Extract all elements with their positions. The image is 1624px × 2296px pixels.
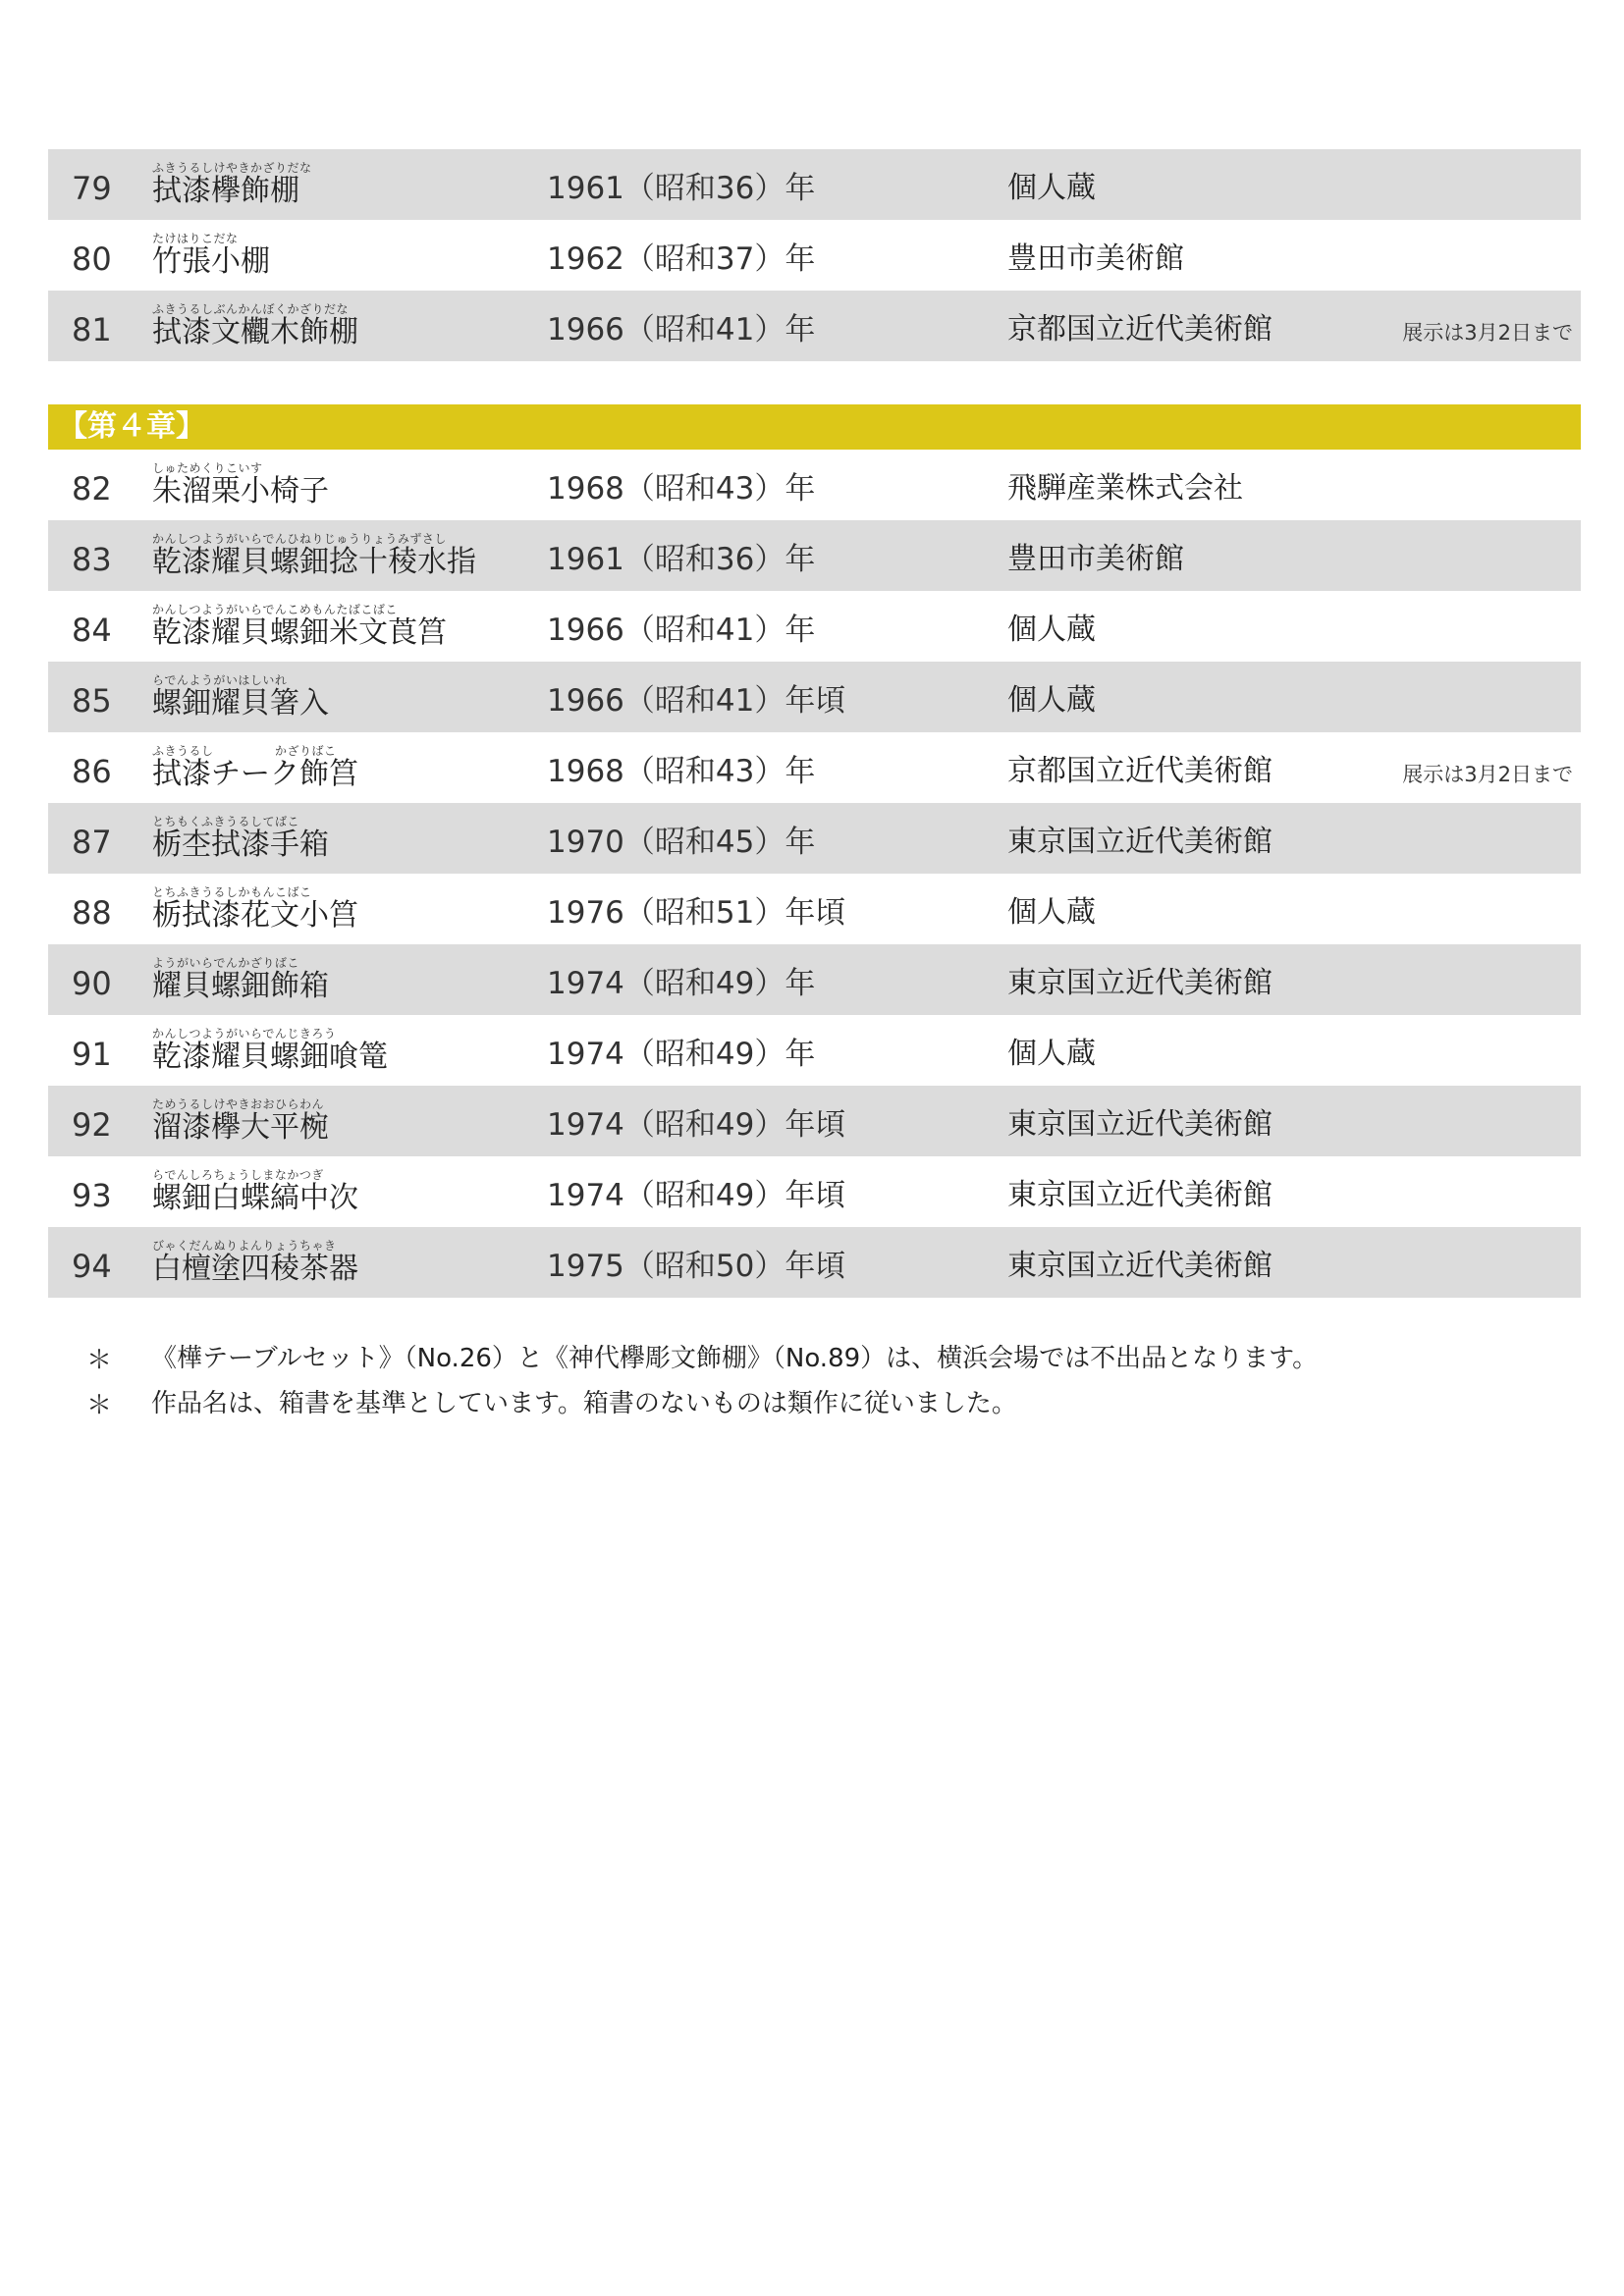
work-date: 1962（昭和37）年 (547, 241, 816, 277)
work-title-ruby: とちもくふきうるしてばこ (152, 815, 300, 828)
table-row (48, 450, 1581, 520)
work-title-ruby: らでんようがいはしいれ (152, 673, 288, 687)
work-title-ruby: らでんしろちょうしまなかつぎ (152, 1168, 324, 1182)
work-title-ruby: ふきうるしけやきかざりだな (152, 161, 312, 175)
work-title-ruby: とちふきうるしかもんこばこ (152, 885, 312, 899)
work-date: 1966（昭和41）年頃 (547, 683, 846, 719)
work-title: 螺鈿白蝶縞中次 (152, 1181, 358, 1215)
work-owner: 東京国立近代美術館 (1007, 825, 1272, 859)
work-owner: 京都国立近代美術館 (1007, 312, 1272, 347)
work-number: 83 (72, 541, 112, 578)
work-title-group (152, 461, 329, 508)
work-number: 82 (72, 470, 112, 507)
work-owner: 豊田市美術館 (1007, 241, 1184, 276)
work-date: 1974（昭和49）年頃 (547, 1107, 846, 1143)
work-date: 1975（昭和50）年頃 (547, 1249, 846, 1284)
work-title-ruby: かんしつようがいらでんじきろう (152, 1027, 337, 1041)
work-title: 竹張小棚 (152, 244, 270, 279)
footnote (86, 1341, 1559, 1386)
work-title: 乾漆耀貝螺鈿喰篭 (152, 1040, 388, 1074)
work-date: 1974（昭和49）年頃 (547, 1178, 846, 1213)
work-title-ruby: かんしつようがいらでんこめもんたばこばこ (152, 603, 398, 616)
work-date: 1966（昭和41）年 (547, 312, 816, 347)
table-row (48, 944, 1581, 1015)
work-number: 91 (72, 1036, 112, 1073)
work-title-group (152, 1097, 329, 1145)
work-note: 展示は3月2日まで (1402, 763, 1573, 786)
work-owner: 個人蔵 (1007, 895, 1096, 930)
work-number: 92 (72, 1106, 112, 1144)
footnote-text: 《樺テーブルセット》（No.26）と《神代欅彫文飾棚》（No.89）は、横浜会場では不出品となります。 (151, 1344, 1319, 1373)
table-row (48, 591, 1581, 662)
work-owner: 東京国立近代美術館 (1007, 1249, 1272, 1283)
work-number: 88 (72, 894, 112, 932)
work-date: 1961（昭和36）年 (547, 542, 816, 577)
table-row (48, 662, 1581, 732)
table-row (48, 874, 1581, 944)
work-owner: 飛騨産業株式会社 (1007, 471, 1243, 506)
work-owner: 個人蔵 (1007, 613, 1096, 647)
work-date: 1966（昭和41）年 (547, 613, 816, 648)
footnote-text: 作品名は、箱書を基準としています。箱書のないものは類作に従いました。 (151, 1389, 1017, 1418)
work-owner: 個人蔵 (1007, 683, 1096, 718)
work-date: 1970（昭和45）年 (547, 825, 816, 860)
work-number: 79 (72, 170, 112, 207)
work-title-group (152, 232, 270, 279)
work-title: 拭漆欅飾棚 (152, 174, 299, 208)
work-owner: 東京国立近代美術館 (1007, 966, 1272, 1000)
work-title-group (152, 744, 358, 791)
work-title-group (152, 1168, 358, 1215)
table-row (48, 220, 1581, 291)
table-row (48, 1015, 1581, 1086)
footnotes (86, 1341, 1559, 1431)
work-owner: 豊田市美術館 (1007, 542, 1184, 576)
works-table-chapter3-continued (48, 149, 1581, 361)
work-note: 展示は3月2日まで (1402, 321, 1573, 345)
work-title-group (152, 1027, 388, 1074)
work-title-ruby: ためうるしけやきおおひらわん (152, 1097, 325, 1111)
work-owner: 個人蔵 (1007, 171, 1096, 205)
work-title: 拭漆チーク飾筥 (152, 757, 358, 791)
footnote-mark: ＊ (86, 1391, 113, 1420)
work-number: 93 (72, 1177, 112, 1214)
work-owner: 京都国立近代美術館 (1007, 754, 1272, 788)
work-title: 拭漆文欟木飾棚 (152, 315, 358, 349)
work-title: 朱溜栗小椅子 (152, 474, 329, 508)
work-title: 螺鈿耀貝箸入 (152, 686, 329, 721)
work-title-ruby: ふきうるしぶんかんぼくかざりだな (152, 302, 350, 316)
work-number: 81 (72, 311, 112, 348)
work-title-group (152, 885, 358, 933)
work-owner: 個人蔵 (1007, 1037, 1096, 1071)
work-number: 94 (72, 1248, 112, 1285)
work-date: 1961（昭和36）年 (547, 171, 816, 206)
work-date: 1968（昭和43）年 (547, 471, 816, 507)
work-title-ruby: びゃくだんぬりよんりょうちゃき (152, 1239, 337, 1253)
table-row (48, 291, 1581, 361)
work-date: 1976（昭和51）年頃 (547, 895, 846, 931)
work-title: 栃杢拭漆手箱 (152, 828, 329, 862)
table-row (48, 520, 1581, 591)
work-number: 86 (72, 753, 112, 790)
table-row (48, 803, 1581, 874)
work-title-group (152, 603, 447, 650)
work-title-group (152, 956, 329, 1003)
work-number: 85 (72, 682, 112, 720)
work-title-group (152, 673, 329, 721)
work-title-group (152, 532, 476, 579)
chapter-header-bar (48, 404, 1581, 450)
work-title-ruby: たけはりこだな (152, 232, 239, 245)
work-owner: 東京国立近代美術館 (1007, 1107, 1272, 1142)
work-title: 耀貝螺鈿飾箱 (152, 969, 329, 1003)
work-date: 1968（昭和43）年 (547, 754, 816, 789)
work-number: 90 (72, 965, 112, 1002)
work-title-ruby: ふきうるし かざりばこ (152, 744, 337, 758)
work-title-group (152, 302, 358, 349)
work-title: 白檀塗四稜茶器 (152, 1252, 358, 1286)
footnote-mark: ＊ (86, 1346, 113, 1375)
table-row (48, 149, 1581, 220)
work-title-ruby: かんしつようがいらでんひねりじゅうりょうみずさし (152, 532, 447, 546)
chapter-label: 【第４章】 (58, 409, 205, 444)
work-title-ruby: しゅためくりこいす (152, 461, 263, 475)
work-title: 溜漆欅大平椀 (152, 1110, 329, 1145)
footnote (86, 1386, 1559, 1431)
work-date: 1974（昭和49）年 (547, 1037, 816, 1072)
work-title: 乾漆耀貝螺鈿米文莨筥 (152, 615, 447, 650)
work-number: 87 (72, 824, 112, 861)
table-row (48, 1227, 1581, 1298)
work-title-group (152, 161, 312, 208)
work-owner: 東京国立近代美術館 (1007, 1178, 1272, 1212)
table-row (48, 1156, 1581, 1227)
work-title: 栃拭漆花文小筥 (152, 898, 358, 933)
table-row (48, 732, 1581, 803)
work-title-group (152, 1239, 358, 1286)
work-number: 80 (72, 240, 112, 278)
work-title-ruby: ようがいらでんかざりばこ (152, 956, 299, 970)
work-title-group (152, 815, 329, 862)
work-title: 乾漆耀貝螺鈿捻十稜水指 (152, 545, 476, 579)
work-date: 1974（昭和49）年 (547, 966, 816, 1001)
work-number: 84 (72, 612, 112, 649)
table-row (48, 1086, 1581, 1156)
works-table-chapter4 (48, 450, 1581, 1298)
